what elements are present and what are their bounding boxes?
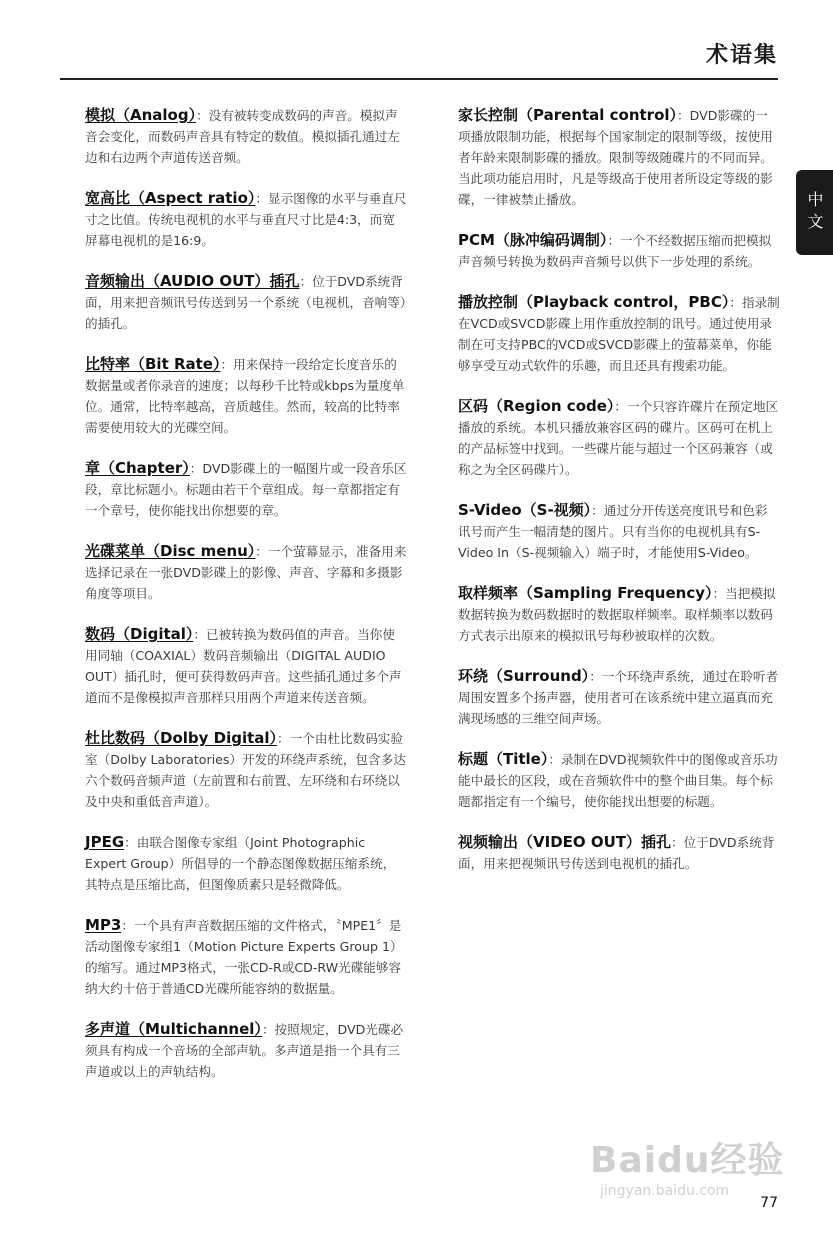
glossary-entry-jpeg bbox=[85, 832, 407, 895]
language-tab bbox=[796, 170, 833, 255]
entry-text: ：通过分开传送亮度讯号和色彩讯号而产生一幅清楚的图片。只有当你的电视机具有S-Video In（S-视频输入）端子时，才能使用S-Video。 bbox=[458, 503, 768, 560]
glossary-entry-parental-control bbox=[458, 105, 780, 210]
glossary-entry-surround bbox=[458, 666, 780, 729]
entry-term: 区码（Region code） bbox=[458, 397, 615, 415]
entry-term: 家长控制（Parental control） bbox=[458, 106, 678, 124]
glossary-entry-playback-control bbox=[458, 292, 780, 376]
entry-text: ：位于DVD系统背面，用来把音频讯号传送到另一个系统（电视机，音响等）的插孔。 bbox=[85, 274, 407, 331]
glossary-entry-region-code bbox=[458, 396, 780, 480]
glossary-entry-aspect-ratio bbox=[85, 188, 407, 251]
entry-term: 比特率（Bit Rate） bbox=[85, 355, 221, 373]
entry-text: ：由联合图像专家组（Joint Photographic Expert Group）所倡导的一个静态图像数据压缩系统，其特点是压缩比高，但图像质素只是轻微降低。 bbox=[85, 835, 396, 892]
entry-text: ：显示图像的水平与垂直尺寸之比值。传统电视机的水平与垂直尺寸比是4:3，而宽屏幕电视机的是16:9。 bbox=[85, 191, 407, 248]
entry-text: ：指录制在VCD或SVCD影碟上用作重放控制的讯号。通过使用录制在可支持PBC的VCD或SVCD影碟上的萤幕菜单，你能够享受互动式软件的乐趣，而且还具有搜索功能。 bbox=[458, 295, 780, 373]
glossary-entry-multichannel bbox=[85, 1019, 407, 1082]
entry-term: 标题（Title） bbox=[458, 750, 549, 768]
entry-term: 播放控制（Playback control，PBC） bbox=[458, 293, 730, 311]
glossary-entry-analog bbox=[85, 105, 407, 168]
entry-term: 章（Chapter） bbox=[85, 459, 190, 477]
glossary-entry-bit-rate bbox=[85, 354, 407, 438]
entry-text: ：DVD影碟上的一幅图片或一段音乐区段，章比标题小。标题由若干个章组成。每一章都指定有一个章号，使你能找出你想要的章。 bbox=[85, 461, 407, 518]
glossary-entry-sampling-frequency bbox=[458, 583, 780, 646]
entry-text: ：录制在DVD视频软件中的图像或音乐功能中最长的区段，或在音频软件中的整个曲目集。每个标题都指定有一个编号，使你能找出想要的标题。 bbox=[458, 752, 778, 809]
entry-term: 多声道（Multichannel） bbox=[85, 1020, 262, 1038]
watermark-url: jingyan.baidu.com bbox=[600, 1183, 730, 1199]
watermark-logo: Baidu经验 bbox=[590, 1140, 785, 1181]
page-number: 77 bbox=[760, 1195, 778, 1211]
entry-text: ：一个具有声音数据压缩的文件格式，〝MPE1〞是活动图像专家组1（Motion Picture Experts Group 1）的缩写。通过MP3格式，一张CD-R或CD-RW光碟能够容纳大约十倍于普通CD光碟所能容纳的数据量。 bbox=[85, 918, 403, 996]
entry-text: ：没有被转变成数码的声音。模拟声音会变化，而数码声音具有特定的数值。模拟插孔通过左边和右边两个声道传送音频。 bbox=[85, 108, 400, 165]
left-column bbox=[85, 105, 407, 1102]
entry-text: ：一个环绕声系统，通过在聆听者周围安置多个扬声器，使用者可在该系统中建立逼真而充满现场感的三维空间声场。 bbox=[458, 669, 779, 726]
entry-term: 宽高比（Aspect ratio） bbox=[85, 189, 256, 207]
entry-text: ：当把模拟数据转换为数码数据时的数据取样频率。取样频率以数码方式表示出原来的模拟讯号每秒被取样的次数。 bbox=[458, 586, 776, 643]
entry-term: 音频输出（AUDIO OUT）插孔 bbox=[85, 272, 300, 290]
entry-term: JPEG bbox=[85, 833, 125, 851]
entry-term: 数码（Digital） bbox=[85, 625, 194, 643]
entry-text: ：DVD影碟的一项播放限制功能，根据每个国家制定的限制等级，按使用者年龄来限制影碟的播放。限制等级随碟片的不同而异。当此项功能启用时，凡是等级高于使用者所设定等级的影碟，一律被禁止播放。 bbox=[458, 108, 773, 207]
entry-text: ：按照规定，DVD光碟必须具有构成一个音场的全部声轨。多声道是指一个具有三声道或以上的声轨结构。 bbox=[85, 1022, 404, 1079]
page-title: 术语集 bbox=[705, 43, 778, 68]
glossary-entry-disc-menu bbox=[85, 541, 407, 604]
glossary-entry-pcm bbox=[458, 230, 780, 272]
glossary-entry-digital bbox=[85, 624, 407, 708]
entry-term: 视频输出（VIDEO OUT）插孔 bbox=[458, 833, 672, 851]
right-column bbox=[458, 105, 780, 894]
glossary-entry-audio-out bbox=[85, 271, 407, 334]
entry-text: ：位于DVD系统背面，用来把视频讯号传送到电视机的插孔。 bbox=[458, 835, 775, 871]
entry-term: 光碟菜单（Disc menu） bbox=[85, 542, 256, 560]
glossary-entry-video-out bbox=[458, 832, 780, 874]
entry-term: MP3 bbox=[85, 916, 122, 934]
entry-text: ：一个只容许碟片在预定地区播放的系统。本机只播放兼容区码的碟片。区码可在机上的产品标签中找到。一些碟片能与超过一个区码兼容（或称之为全区码碟片）。 bbox=[458, 399, 779, 477]
entry-text: ：一个萤幕显示，准备用来选择记录在一张DVD影碟上的影像、声音、字幕和多摄影角度等项目。 bbox=[85, 544, 407, 601]
entry-text: ：用来保持一段给定长度音乐的数据量或者你录音的速度；以每秒千比特或kbps为量度单位。通常，比特率越高，音质越佳。然而，较高的比特率需要使用较大的光碟空间。 bbox=[85, 357, 405, 435]
glossary-entry-mp3 bbox=[85, 915, 407, 999]
entry-text: ：一个由杜比数码实验室（Dolby Laboratories）开发的环绕声系统，包含多达六个数码音频声道（左前置和右前置、左环绕和右环绕以及中央和重低音声道）。 bbox=[85, 731, 406, 809]
entry-term: 环绕（Surround） bbox=[458, 667, 590, 685]
entry-term: S-Video（S-视频） bbox=[458, 501, 592, 519]
language-tab-label: 中文 bbox=[805, 190, 824, 235]
glossary-entry-s-video bbox=[458, 500, 780, 563]
glossary-entry-chapter bbox=[85, 458, 407, 521]
entry-term: 杜比数码（Dolby Digital） bbox=[85, 729, 278, 747]
entry-term: PCM（脉冲编码调制） bbox=[458, 231, 608, 249]
entry-term: 模拟（Analog） bbox=[85, 106, 197, 124]
entry-text: ：已被转换为数码值的声音。当你使用同轴（COAXIAL）数码音频输出（DIGITAL AUDIO OUT）插孔时，便可获得数码声音。这些插孔通过多个声道而不是像模拟声音那样只用两个声道来传送音频。 bbox=[85, 627, 402, 705]
glossary-entry-title bbox=[458, 749, 780, 812]
header-rule bbox=[60, 78, 778, 80]
glossary-entry-dolby-digital bbox=[85, 728, 407, 812]
entry-text: ：一个不经数据压缩而把模拟声音频号转换为数码声音频号以供下一步处理的系统。 bbox=[458, 233, 772, 269]
entry-term: 取样频率（Sampling Frequency） bbox=[458, 584, 713, 602]
